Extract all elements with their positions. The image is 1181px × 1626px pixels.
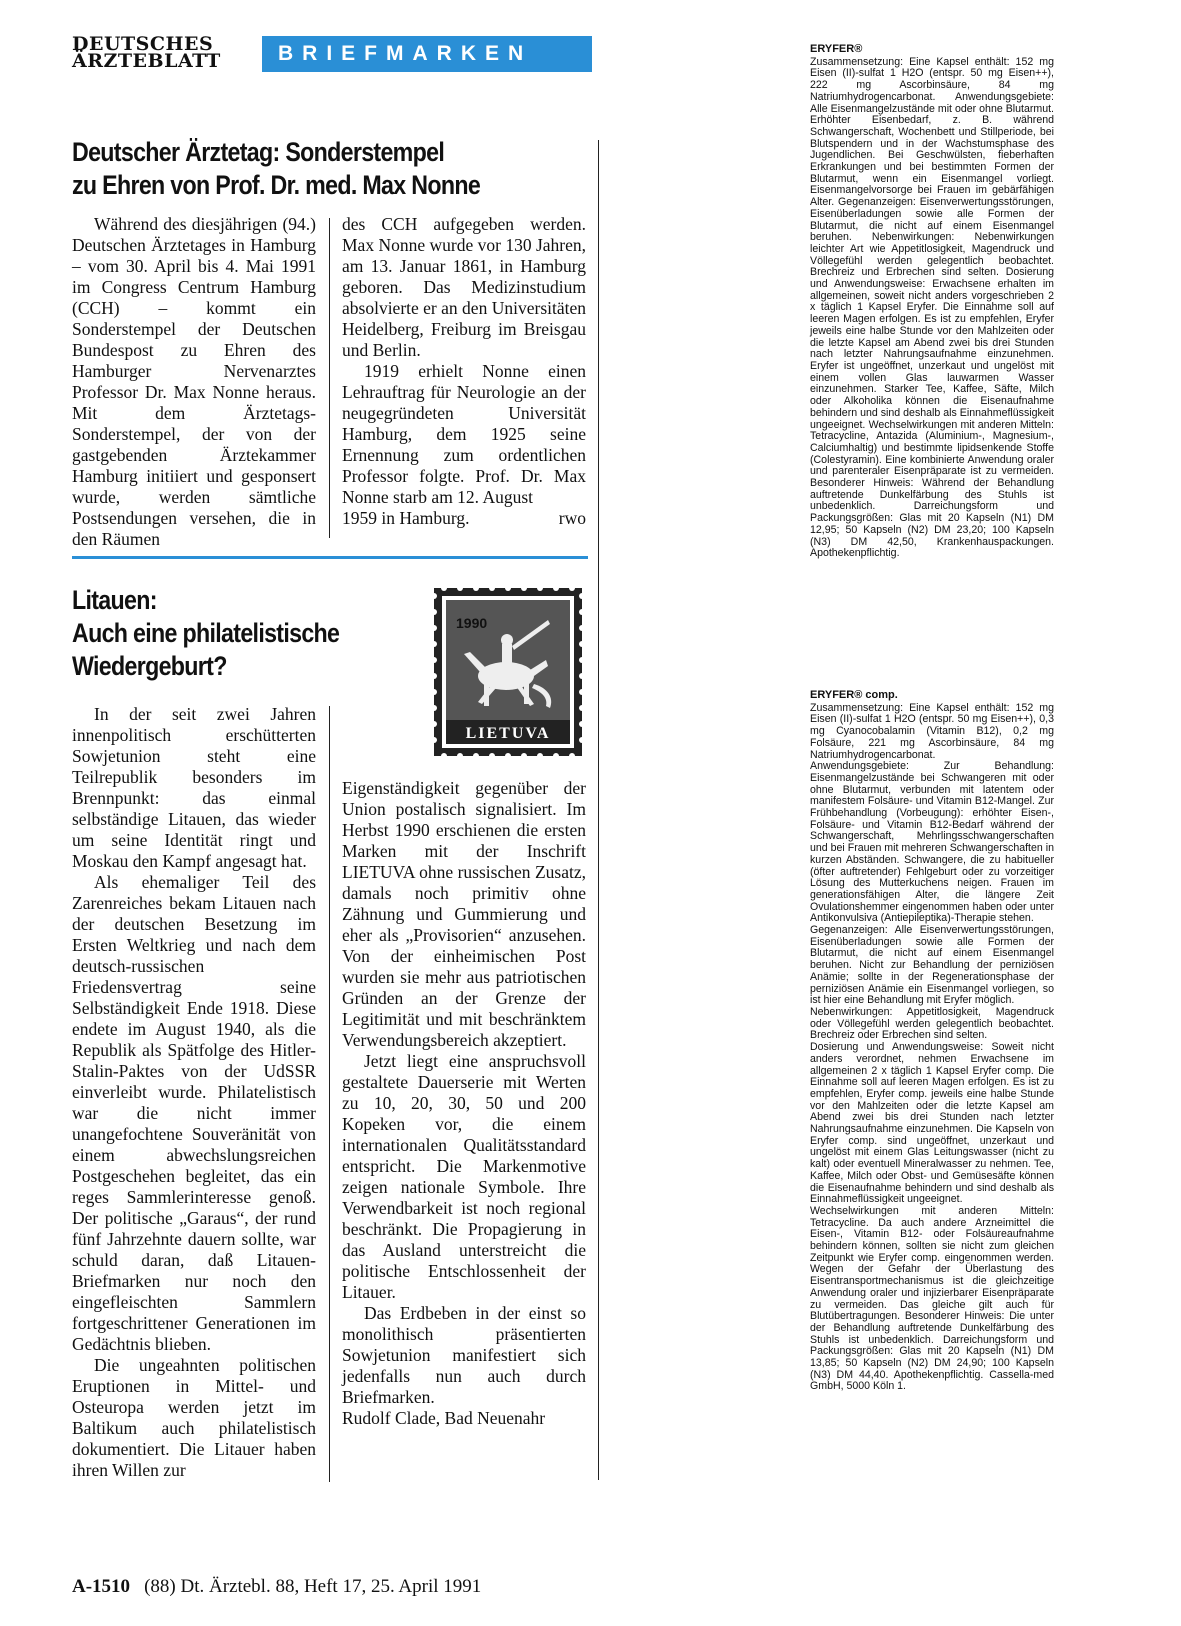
eryfer-comp-text: Wechselwirkungen mit anderen Mitteln: Tetracycline. Da auch andere Arzneimittel die Eisen-, Vitamin B12- oder Folsäureaufnahme behindern können, sollten sie nicht zum gleichen Zeitpunkt wie Eryfer comp. eingenommen werden. Wegen der Gefahr der Überlastung des Eisentransportmechanismus ist die gleichzeitige Anwendung oraler und injizierbarer Eisenpräparate zu vermeiden. Das gleiche gilt auch für Blutübertragungen. Besonderer Hinweis: Die unter der Behandlung auftretende Dunkelfärbung des Stuhls ist unbedenklich. Darreichungsform und Packungsgrößen: Glas mit 20 Kapseln (N1) DM 13,85; 50 Kapseln (N2) DM 24,90; 100 Kapseln (N3) DM 44,40. Apothekenpflichtig. Cassella-med GmbH, 5000 Köln 1. [810, 1204, 1054, 1393]
article2-headline [72, 584, 339, 683]
article1-paragraph: des CCH aufgegeben werden. Max Nonne wurde vor 130 Jahren, am 13. Januar 1861, in Hamburg geboren. Das Medizinstudium absolvierte er an den Universitäten Heidelberg, Freiburg im Breisgau und Berlin. [342, 214, 586, 360]
eryfer-title: ERYFER® [810, 43, 863, 55]
section-banner: BRIEFMARKEN [262, 36, 592, 72]
eryfer-comp-text: Gegenanzeigen: Alle Eisenverwertungsstörungen, Eisenüberladungen sowie alle Formen der Blutarmut, die nicht auf einem Eisenmangel beruhen. Nicht zur Behandlung der perniziösen Anämie; sollte in der Regenerationsphase der perniziösen Anämie ein Eisenmangel vorliegen, so ist hier eine Behandlung mit Eryfer möglich. [810, 924, 1054, 1007]
masthead [72, 33, 592, 76]
journal-citation: (88) Dt. Ärztebl. 88, Heft 17, 25. April 1991 [144, 1576, 482, 1597]
article1-column2 [342, 214, 586, 529]
article2-headline-line2: Auch eine philatelistische [72, 618, 340, 648]
article1-paragraph: Während des diesjährigen (94.) Deutschen Ärztetages in Hamburg – vom 30. April bis 4. Mai 1991 im Congress Centrum Hamburg (CCH) – kommt ein Sonderstempel der Deutschen Bundespost zu Ehren des Hamburger Nervenarztes Professor Dr. Max Nonne heraus. Mit dem Ärztetags-Sonderstempel, der von der gastgebenden Ärztekammer Hamburg initiiert und gesponsert wurde, werden sämtliche Postsendungen versehen, die in den Räumen [72, 214, 316, 549]
article1-last-line: 1959 in Hamburg. [342, 508, 470, 528]
stamp-year: 1990 [456, 615, 488, 631]
eryfer-text: Zusammensetzung: Eine Kapsel enthält: 152 mg Eisen (II)-sulfat 1 H2O (entspr. 50 mg Eisen++), 222 mg Ascorbinsäure, 84 mg Natriumhydrogencarbonat. Anwendungsgebiete: Alle Eisenmangelzustände mit oder ohne Blutarmut. Erhöhter Eisenbedarf, z. B. während Schwangerschaft, Wochenbett und Stillperiode, bei Blutspendern und in der Wachstumsphase des Jugendlichen. Bei Geschwülsten, fieberhaften Erkrankungen und bei bestimmten Formen der Blutarmut, wenn ein Eisenmangel vorliegt. Eisenmangelvorsorge bei Frauen im gebärfähigen Alter. Gegenanzeigen: Eisenverwertungsstörungen, Eisenüberladungen sowie alle Formen der Blutarmut, die nicht auf einem Eisenmangel beruhen. Nebenwirkungen: Nebenwirkungen leichter Art wie Appetitlosigkeit, Magendruck und Völlegefühl werden gelegentlich beobachtet. Brechreiz und Erbrechen sind selten. Dosierung und Anwendungsweise: Erwachsene erhalten im allgemeinen, soweit nicht anders vorgeschrieben 2 x täglich 1 Kapsel Eryfer. Die Einnahme soll auf leeren Magen erfolgen. Es ist zu empfehlen, Eryfer jeweils eine halbe Stunde vor den Mahlzeiten oder die letzte Kapsel am Abend zwei bis drei Stunden nach letzter Nahrungsaufnahme einzunehmen. Eryfer ist ungeöffnet, unzerkaut und ungelöst mit einem vollen Glas lauwarmen Wasser einzunehmen. Starker Tee, Kaffee, Säfte, Milch oder Alkoholika können die Eisenaufnahme behindern und sind deshalb als Einnahmeflüssigkeit ungeeignet. Wechselwirkungen mit anderen Mitteln: Tetracycline, Antazida (Aluminium-, Magnesium-, Calciumhaltig) und bestimmte lipidsenkende Stoffe (Colestyramin). Eine kombinierte Anwendung oraler und parenteraler Eisenpräparate ist zu vermeiden. Besonderer Hinweis: Während der Behandlung auftretende Dunkelfärbung des Stuhls ist unbedenklich. Darreichungsform und Packungsgrößen: Glas mit 20 Kapseln (N1) DM 12,95; 50 Kapseln (N2) DM 23,20; 100 Kapseln (N3) DM 42,50, Krankenhauspackungen. Apothekenpflichtig. [810, 55, 1054, 560]
stamp-country: LIETUVA [465, 725, 551, 742]
eryfer-comp-text: Zusammensetzung: Eine Kapsel enthält: 152 mg Eisen (II)-sulfat 1 H2O (entspr. 50 mg Eisen++), 0,3 mg Cyanocobalamin (Vitamin B12), 0,2 mg Folsäure, 221 mg Ascorbinsäure, 84 mg Natriumhydrogencarbonat. [810, 701, 1054, 761]
eryfer-info-box [810, 44, 1054, 560]
article1-paragraph: 1919 erhielt Nonne einen Lehrauftrag für Neurologie an der neugegründeten Universität Hamburg, dem 1925 seine Ernennung zum ordentlichen Professor folgte. Prof. Dr. Max Nonne starb am 12. August [342, 361, 586, 507]
article2-paragraph: In der seit zwei Jahren innenpolitisch erschütterten Sowjetunion steht eine Teilrepublik besonders im Brennpunkt: das einmal selbständige Litauen, das wieder um seine Identität ringt und Moskau den Kampf angesagt hat. [72, 704, 316, 871]
lietuva-stamp [430, 584, 586, 760]
article2-paragraph: Das Erdbeben in der einst so monolithisch präsentierten Sowjetunion manifestiert sich jedenfalls nun auch durch Briefmarken. [342, 1303, 586, 1407]
article2-paragraph: Jetzt liegt eine anspruchsvoll gestaltete Dauerserie mit Werten zu 10, 20, 30, 50 und 200 Kopeken vor, die einem internationalen Qualitätsstandard entspricht. Die Markenmotive zeigen nationale Symbole. Ihre Verwendbarkeit ist noch regional beschränkt. Die Propagierung in das Ausland unterstreicht die politische Entschlossenheit der Litauer. [342, 1051, 586, 1302]
article1-headline-line2: zu Ehren von Prof. Dr. med. Max Nonne [72, 170, 481, 200]
page-footer [72, 1576, 481, 1598]
eryfer-comp-info-box [810, 690, 1054, 1393]
article2-paragraph: Die ungeahnten politischen Eruptionen in Mittel- und Osteuropa werden jetzt im Baltikum auch philatelistisch dokumentiert. Die Litauer haben ihren Willen zur [72, 1355, 316, 1480]
article2-paragraph: Eigenständigkeit gegenüber der Union postalisch signalisiert. Im Herbst 1990 erschienen die ersten Marken mit der Inschrift LIETUVA ohne russischen Zusatz, damals noch primitiv ohne Zähnung und Gummierung und eher als „Provisorien“ anzusehen. Von der einheimischen Post wurden sie mehr aus patriotischen Gründen an der Grenze der Legitimität und mit beschränktem Verwendungsbereich akzeptiert. [342, 778, 586, 1050]
article-separator [72, 556, 588, 559]
logo-line-1: DEUTSCHES [72, 33, 214, 55]
article2-headline-line3: Wiedergeburt? [72, 651, 227, 681]
article1-column1 [72, 214, 316, 550]
column-divider [329, 706, 330, 1482]
stamp-image [430, 584, 586, 760]
article2-author: Rudolf Clade, Bad Neuenahr [342, 1408, 546, 1428]
article2-column1 [72, 704, 316, 1481]
eryfer-comp-text: Dosierung und Anwendungsweise: Soweit nicht anders verordnet, nehmen Erwachsene im allgemeinen 2 x täglich 1 Kapsel Eryfer comp. Die Einnahme soll auf leeren Magen erfolgen. Es ist zu empfehlen, Eryfer comp. jeweils eine halbe Stunde vor den Mahlzeiten oder die letzte Kapsel am Abend zwei bis drei Stunden nach letzter Nahrungsaufnahme einzunehmen. Die Kapseln von Eryfer comp. sind ungeöffnet, unzerkaut und ungelöst mit einem Glas Leitungswasser (nicht zu kalt) oder eventuell Mineralwasser zu nehmen. Tee, Kaffee, Milch oder Obst- und Gemüsesäfte können die Eisenaufnahme behindern und sind deshalb als Einnahmeflüssigkeit ungeeignet. [810, 1041, 1054, 1206]
logo-line-2: ÄRZTEBLATT [72, 50, 221, 72]
article1-headline-line1: Deutscher Ärztetag: Sonderstempel [72, 137, 445, 167]
article1-headline [72, 136, 480, 202]
eryfer-comp-title: ERYFER® comp. [810, 689, 898, 701]
article2-paragraph: Als ehemaliger Teil des Zarenreiches bekam Litauen nach der deutschen Besetzung im Ersten Weltkrieg und nach dem deutsch-russischen Friedensvertrag seine Selbständigkeit Ende 1918. Diese endete im August 1940, als die Republik als Spätfolge des Hitler-Stalin-Paktes von der UdSSR einverleibt wurde. Philatelistisch war die nicht immer unangefochtene Souveränität von einem abwechslungsreichen Postgeschehen begleitet, das ein reges Sammlerinteresse genoß. Der politische „Garaus“, der rund fünf Jahrzehnte dauern sollte, war schuld daran, daß Litauen-Briefmarken nur noch den eingefleischten Sammlern fortgeschrittener Generationen im Gedächtnis blieben. [72, 872, 316, 1354]
article1-author: rwo [558, 508, 586, 528]
page-code: A-1510 [72, 1576, 131, 1597]
eryfer-comp-text: Anwendungsgebiete: Zur Behandlung: Eisenmangelzustände bei Schwangeren mit oder ohne Blutarmut, verbunden mit latentem oder manifestem Folsäure- und Vitamin B12-Mangel. Zur Frühbehandlung (Vorbeugung): erhöhter Eisen-, Folsäure- und Vitamin B12-Bedarf während der Schwangerschaft, Mehrlingsschwangerschaften und bei Frauen mit mehreren Schwangerschaften in kurzen Abständen. Schwangere, die zu habitueller (öfter auftretender) Fehlgeburt oder zu vorzeitiger Lösung des Mutterkuchens neigen. Frauen im generationsfähigen Alter, die längere Zeit Ovulationshemmer eingenommen haben oder unter Antikonvulsiva (Antiepileptika)-Therapie stehen. [810, 760, 1054, 925]
journal-logo [72, 33, 221, 72]
article2-headline-line1: Litauen: [72, 585, 157, 615]
article2-column2 [342, 778, 586, 1429]
eryfer-comp-text: Nebenwirkungen: Appetitlosigkeit, Magendruck oder Völlegefühl werden gelegentlich beobachtet. Brechreiz oder Erbrechen sind selten. [810, 1005, 1054, 1042]
sidebar-divider [598, 140, 599, 1480]
column-divider [329, 218, 330, 538]
